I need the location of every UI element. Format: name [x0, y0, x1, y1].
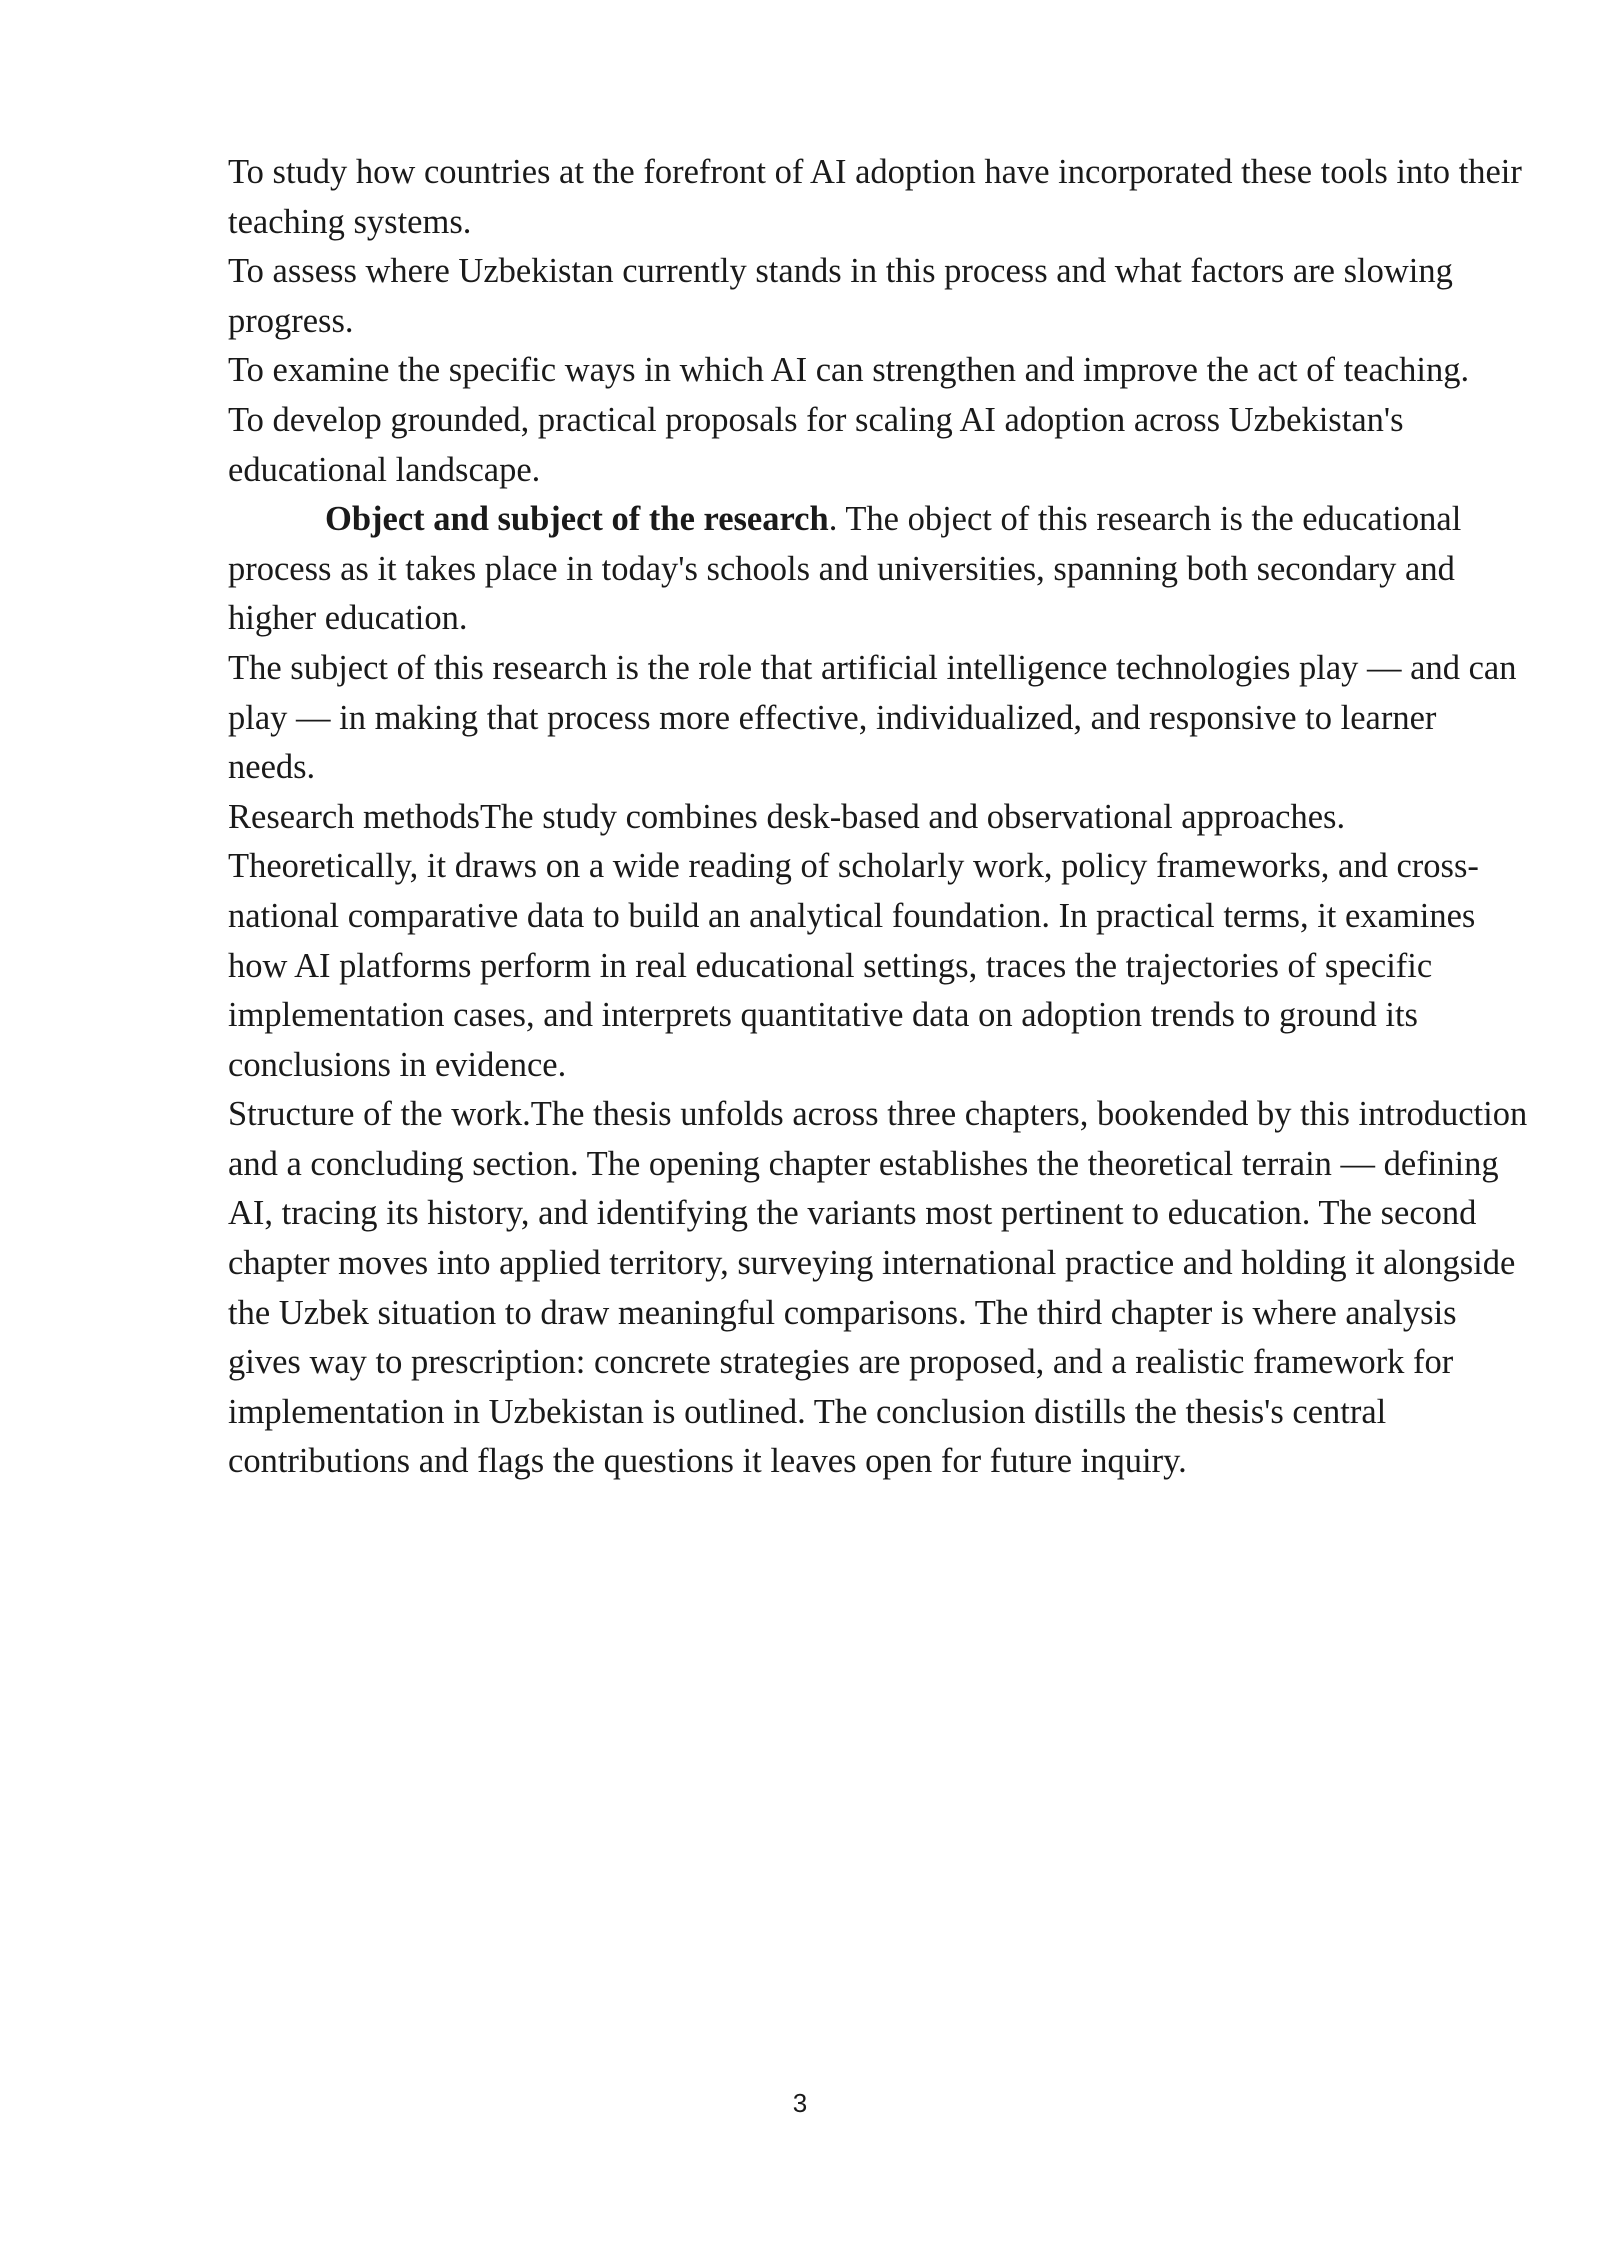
subject-paragraph: The subject of this research is the role that artificial intelligence technologies play — and can play — in making that process more effective, individualized, and responsive to learner needs. [228, 648, 1517, 787]
body-text [228, 148, 1528, 1487]
objective-paragraph-4: To develop grounded, practical proposals for scaling AI adoption across Uzbekistan's educational landscape. [228, 400, 1404, 489]
page-number: 3 [792, 2088, 808, 2118]
object-subject-heading: Object and subject of the research [325, 500, 829, 539]
objective-paragraph-1: To study how countries at the forefront of AI adoption have incorporated these tools into their teaching systems. [228, 153, 1522, 241]
structure-paragraph: Structure of the work.The thesis unfolds across three chapters, bookended by this introduction and a concluding section. The opening chapter establishes the theoretical terrain — defining AI, tracing its history, and identifying the variants most pertinent to education. The second chapter moves into applied territory, surveying international practice and holding it alongside the Uzbek situation to draw meaningful comparisons. The third chapter is where analysis gives way to prescription: concrete strategies are proposed, and a realistic framework for implementation in Uzbekistan is outlined. The conclusion distills the thesis's central contributions and flags the questions it leaves open for future inquiry. [228, 1095, 1528, 1481]
objective-paragraph-2: To assess where Uzbekistan currently stands in this process and what factors are slowing progress. [228, 252, 1453, 340]
object-subject-paragraph [228, 495, 1528, 644]
research-methods-paragraph: Research methodsThe study combines desk-based and observational approaches. Theoretically, it draws on a wide reading of scholarly work, policy frameworks, and cross-national comparative data to build an analytical foundation. In practical terms, it examines how AI platforms perform in real educational settings, traces the trajectories of specific implementation cases, and interprets quantitative data on adoption trends to ground its conclusions in evidence. [228, 797, 1479, 1084]
objective-paragraph-3: To examine the specific ways in which AI can strengthen and improve the act of teaching. [228, 351, 1470, 390]
object-subject-text: . The object of this research is the educational process as it takes place in today's schools and universities, spanning both secondary and higher education. [228, 500, 1462, 638]
